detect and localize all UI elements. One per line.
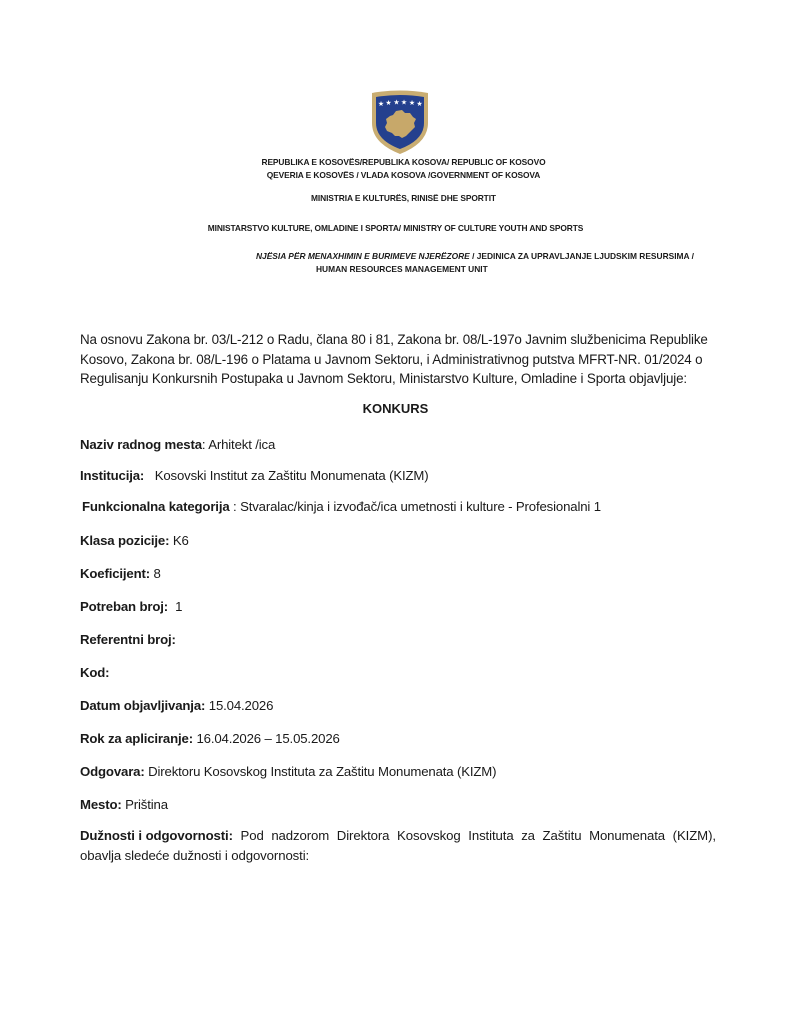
header-unit-english: HUMAN RESOURCES MANAGEMENT UNIT: [316, 264, 488, 274]
kosovo-coat-of-arms-icon: [369, 89, 431, 155]
duties-line: obavlja sledeće dužnosti i odgovornosti:: [80, 848, 310, 863]
field-application-deadline: Rok za apliciranje: 16.04.2026 – 15.05.2026: [80, 731, 340, 746]
intro-paragraph: [80, 330, 715, 389]
header-unit-albanian: NJËSIA PËR MENAXHIMIN E BURIMEVE NJERËZORE: [256, 251, 470, 261]
field-value: Priština: [125, 797, 168, 812]
header-government-line: QEVERIA E KOSOVËS / VLADA KOSOVA /GOVERNMENT OF KOSOVA: [266, 170, 541, 180]
field-coefficient: Koeficijent: 8: [80, 566, 161, 581]
svg-text:★: ★: [393, 98, 400, 107]
field-reference-number: Referentni broj:: [80, 632, 176, 647]
field-publication-date: Datum objavljivanja: 15.04.2026: [80, 698, 274, 713]
field-value: 8: [153, 566, 161, 581]
intro-line: Regulisanju Konkursnih Postupaka u Javnom Sektoru, Ministarstvo Kulture, Omladine i Sporta objavljuje:: [80, 371, 687, 386]
header-republic-line: REPUBLIKA E KOSOVËS/REPUBLIKA KOSOVA/ REPUBLIC OF KOSOVO: [261, 157, 546, 167]
field-functional-category: Funkcionalna kategorija : Stvaralac/kinja i izvođač/ica umetnosti i kulture - Profesionalni 1: [82, 499, 601, 514]
field-value: 16.04.2026 – 15.05.2026: [196, 731, 340, 746]
svg-text:★: ★: [385, 99, 392, 107]
header-unit-line: [256, 251, 694, 261]
svg-text:★: ★: [377, 100, 385, 108]
intro-line: Kosovo, Zakona br. 08/L-196 o Platama u Javnom Sektoru, i Administrativnog putstva MFRT-NR. 01/2024 o: [80, 351, 703, 367]
field-value: 1: [175, 599, 183, 614]
field-value: Stvaralac/kinja i izvođač/ica umetnosti i kulture - Profesionalni 1: [240, 499, 601, 514]
header-ministry-albanian: MINISTRIA E KULTURËS, RINISË DHE SPORTIT: [311, 193, 496, 203]
field-reports-to: Odgovara: Direktoru Kosovskog Instituta za Zaštitu Monumenata (KIZM): [80, 764, 497, 779]
header-ministry-serbian-english: MINISTARSTVO KULTURE, OMLADINE I SPORTA/ MINISTRY OF CULTURE YOUTH AND SPORTS: [207, 223, 584, 233]
field-job-title: Naziv radnog mesta: Arhitekt /ica: [80, 437, 276, 452]
duties-paragraph: [80, 826, 716, 866]
field-value: Arhitekt /ica: [208, 437, 276, 452]
intro-line: Na osnovu Zakona br. 03/L-212 o Radu, člana 80 i 81, Zakona br. 08/L-197o Javnim službenicima Republike: [80, 332, 708, 347]
field-institution: Institucija: Kosovski Institut za Zaštitu Monumenata (KIZM): [80, 468, 429, 483]
field-value: Direktoru Kosovskog Instituta za Zaštitu Monumenata (KIZM): [148, 764, 497, 779]
field-code: Kod:: [80, 665, 110, 680]
svg-text:★: ★: [400, 98, 408, 107]
field-value: K6: [172, 533, 189, 548]
svg-text:★: ★: [416, 100, 423, 108]
duties-label: Dužnosti i odgovornosti:: [80, 828, 233, 843]
field-location: Mesto: Priština: [80, 797, 168, 812]
header-unit-serbian: / JEDINICA ZA UPRAVLJANJE LJUDSKIM RESURSIMA /: [469, 251, 694, 261]
svg-text:★: ★: [408, 99, 416, 107]
field-position-class: Klasa pozicije: K6: [80, 533, 189, 548]
document-title: KONKURS: [362, 401, 429, 416]
field-value: 15.04.2026: [208, 698, 274, 713]
field-required-number: Potreban broj: 1: [80, 599, 183, 614]
duties-line: Dužnosti i odgovornosti: Pod nadzorom Direktora Kosovskog Instituta za Zaštitu Monumenata (KIZM),: [80, 826, 716, 846]
field-value: Kosovski Institut za Zaštitu Monumenata (KIZM): [154, 468, 429, 483]
